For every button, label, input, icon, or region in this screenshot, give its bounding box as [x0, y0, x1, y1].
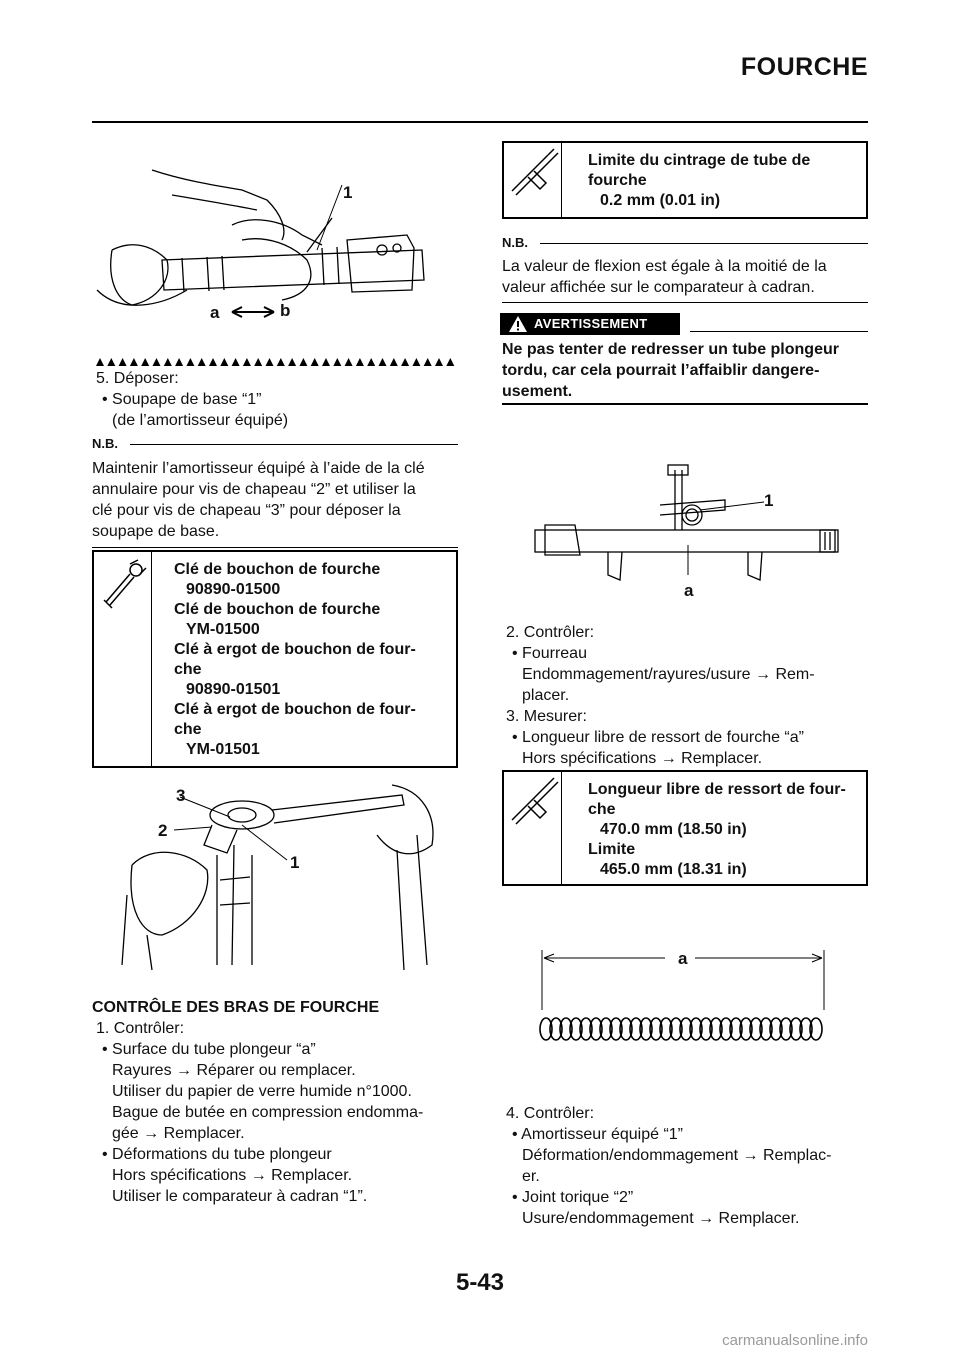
watermark: carmanualsonline.info [722, 1332, 868, 1349]
section-line: Hors spécifications → Remplacer. [112, 1167, 353, 1184]
step4-line: er. [522, 1168, 540, 1185]
figure-wrench-on-cap [92, 775, 458, 975]
page-title: FOURCHE [740, 53, 868, 81]
warning-rule [690, 331, 868, 332]
fig2-label-2: 2 [158, 821, 168, 840]
step4-line: Usure/endommagement → Remplacer. [522, 1210, 800, 1227]
warning-badge: AVERTISSEMENT [500, 313, 680, 335]
section-bullet2: • Déformations du tube plongeur [102, 1146, 332, 1163]
tools-text: Clé de bouchon de fourche 90890-01500 Clé de bouchon de fourche YM-01500 Clé à ergot de bouchon de four- che 90890-01501 Clé à ergot de bouchon de four- che YM-01501 [174, 561, 416, 758]
fig2-label-3: 3 [176, 786, 186, 805]
nb-end-rule-right [502, 302, 868, 303]
step3-bullet: • Longueur libre de ressort de fourche “a” [512, 729, 804, 746]
caliper-icon [504, 143, 562, 203]
step2-line: Endommagement/rayures/usure → Rem- [522, 666, 815, 683]
section-line: Utiliser le comparateur à cadran “1”. [112, 1188, 368, 1205]
section-line: Bague de butée en compression endomma- [112, 1104, 424, 1121]
section-step1: 1. Contrôler: [96, 1020, 185, 1037]
step4-title: 4. Contrôler: [506, 1105, 595, 1122]
step5-bullet: • Soupape de base “1” [102, 391, 262, 408]
fig1-label-a: a [210, 303, 220, 322]
fig3-label-a: a [684, 581, 694, 600]
step4-bullet2: • Joint torique “2” [512, 1189, 634, 1206]
step3-title: 3. Mesurer: [506, 708, 587, 725]
step-separator-triangles [92, 352, 458, 362]
section-heading: CONTRÔLE DES BRAS DE FOURCHE [92, 999, 380, 1016]
step5-sub: (de l’amortisseur équipé) [112, 412, 289, 429]
nb-text-right: La valeur de flexion est égale à la moitié de la valeur affichée sur le comparateur à cadran. [502, 258, 827, 296]
step2-title: 2. Contrôler: [506, 624, 595, 641]
warning-text: Ne pas tenter de redresser un tube plongeur tordu, car cela pourrait l’affaiblir dangere- usement. [502, 341, 839, 400]
step4-bullet1: • Amortisseur équipé “1” [512, 1126, 684, 1143]
nb-rule-right [540, 243, 868, 244]
nb-label-right: N.B. [502, 235, 528, 250]
special-tools-box [92, 550, 458, 768]
step4-line: Déformation/endommagement → Remplac- [522, 1147, 832, 1164]
caliper-icon-cell [504, 772, 562, 884]
header-rule [92, 121, 868, 123]
page-number: 5-43 [455, 1269, 505, 1296]
caliper-icon-cell [504, 143, 562, 217]
fig1-label-1: 1 [343, 183, 353, 202]
section-line: Utiliser du papier de verre humide n°1000. [112, 1083, 412, 1100]
fig2-label-1: 1 [290, 853, 300, 872]
section-bullet1: • Surface du tube plongeur “a” [102, 1041, 316, 1058]
fig3-label-1: 1 [764, 491, 774, 510]
warning-end-rule [502, 403, 868, 405]
tool-icon-cell [94, 552, 152, 766]
step2-line: placer. [522, 687, 570, 704]
nb-rule-left [130, 444, 458, 445]
warning-icon [508, 315, 528, 333]
step5-title: 5. Déposer: [96, 370, 179, 387]
section-line: Rayures → Réparer ou remplacer. [112, 1062, 356, 1079]
spring-length-box [502, 770, 868, 886]
figure-base-valve-removal [92, 140, 458, 340]
nb-label-left: N.B. [92, 436, 118, 451]
fig4-label-a: a [678, 949, 688, 968]
nb-end-rule-left [92, 547, 458, 548]
spring-length-text: Longueur libre de ressort de four- che 470.0 mm (18.50 in) Limite 465.0 mm (18.31 in) [588, 781, 846, 878]
wrench-icon [94, 552, 152, 612]
nb-text-left: Maintenir l’amortisseur équipé à l’aide de la clé annulaire pour vis de chapeau “2” et utiliser la clé pour vis de chapeau “3” pour déposer la soupape de base. [92, 460, 425, 540]
bend-limit-box [502, 141, 868, 219]
step2-bullet: • Fourreau [512, 645, 587, 662]
fig1-label-b: b [280, 301, 291, 320]
bend-limit-text: Limite du cintrage de tube de fourche 0.2 mm (0.01 in) [588, 152, 811, 209]
section-line: gée → Remplacer. [112, 1125, 245, 1142]
step3-line: Hors spécifications → Remplacer. [522, 750, 763, 767]
caliper-icon [504, 772, 562, 832]
